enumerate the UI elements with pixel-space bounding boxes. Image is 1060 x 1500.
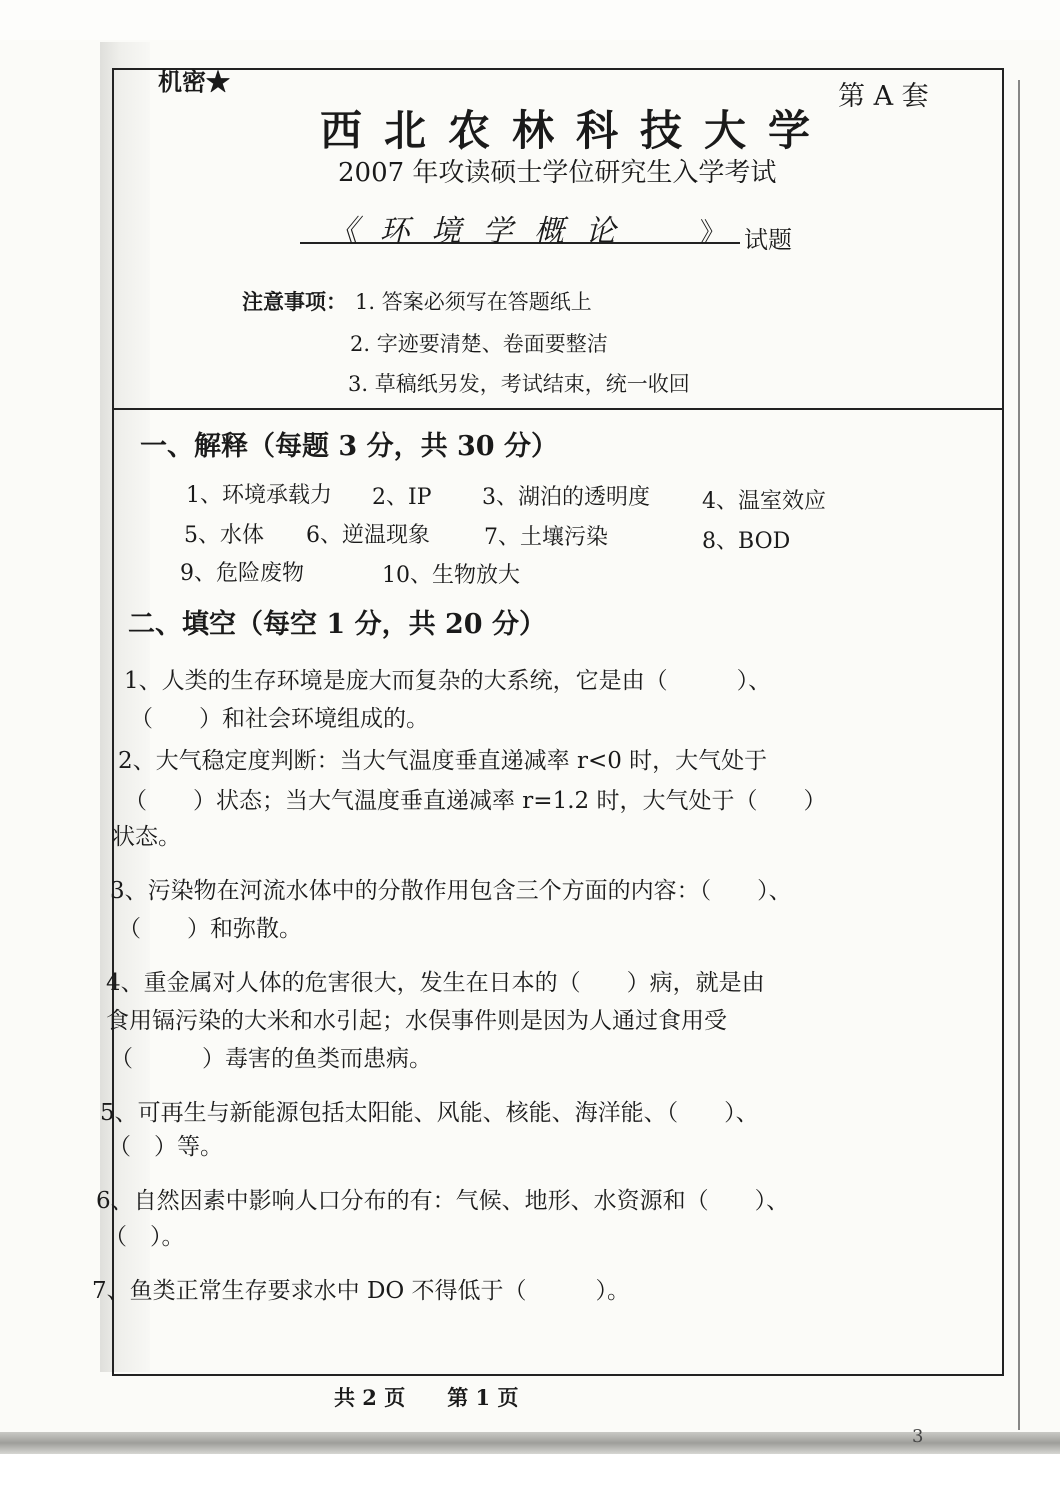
subject-title: 《 环 境 学 概 论 [328, 214, 622, 249]
notes-label: 注意事项： [242, 289, 347, 314]
term-item: 8、BOD [702, 529, 791, 554]
question-line: （ ）等。 [108, 1134, 223, 1160]
question-line: 1、人类的生存环境是庞大而复杂的大系统，它是由（ ）、 [124, 668, 772, 694]
term-item: 3、湖泊的透明度 [482, 485, 650, 510]
term-item: 7、土壤污染 [484, 525, 608, 550]
term-item: 10、生物放大 [382, 563, 520, 588]
scan-top-margin [0, 0, 1060, 40]
set-label: 第 A 套 [838, 81, 929, 112]
term-item: 1、环境承载力 [186, 483, 332, 508]
header-divider [114, 408, 1002, 410]
section-title: 一、解释（每题 3 分，共 30 分） [140, 431, 558, 462]
term-item: 9、危险废物 [180, 561, 304, 586]
next-page-edge [1018, 80, 1020, 1430]
university-title: 西北农林科技大学 [320, 106, 833, 155]
question-line: 4、重金属对人体的危害很大，发生在日本的（ ）病，就是由 [106, 970, 765, 996]
question-line: 食用镉污染的大米和水引起；水俣事件则是因为人通过食用受 [106, 1008, 727, 1034]
question-line: （ ）和社会环境组成的。 [130, 706, 429, 732]
question-line: 7、鱼类正常生存要求水中 DO 不得低于（ ）。 [92, 1278, 631, 1304]
question-line: （ ）。 [104, 1224, 185, 1250]
shiti-label: 试题 [744, 226, 792, 254]
term-item: 6、逆温现象 [306, 523, 430, 548]
below-scan [0, 1454, 1060, 1500]
question-line: （ ）和弥散。 [118, 916, 302, 942]
note-item: 3. 草稿纸另发，考试结束，统一收回 [348, 372, 690, 396]
question-line: （ ）毒害的鱼类而患病。 [110, 1046, 432, 1072]
question-line: 5、可再生与新能源包括太阳能、风能、核能、海洋能、（ ）、 [100, 1100, 759, 1126]
note-item: 1. 答案必须写在答题纸上 [355, 290, 592, 314]
question-line: 6、自然因素中影响人口分布的有：气候、地形、水资源和（ ）、 [96, 1188, 790, 1214]
question-line: （ ）状态；当大气温度垂直递减率 r=1.2 时，大气处于（ ） [124, 788, 827, 814]
note-item: 2. 字迹要清楚、卷面要整洁 [350, 332, 608, 356]
page-number-mark: 3 [912, 1426, 924, 1447]
term-item: 4、温室效应 [702, 489, 826, 514]
term-item: 5、水体 [184, 523, 264, 548]
question-line: 3、污染物在河流水体中的分散作用包含三个方面的内容：（ ）、 [110, 878, 792, 904]
question-line: 状态。 [112, 824, 181, 850]
question-line: 2、大气稳定度判断：当大气温度垂直递减率 r<0 时，大气处于 [118, 748, 768, 774]
exam-line: 2007 年攻读硕士学位研究生入学考试 [338, 158, 777, 188]
section-title: 二、填空（每空 1 分，共 20 分） [128, 609, 546, 640]
scan-shadow-bottom [0, 1432, 1060, 1454]
confidential-mark: 机密★ [158, 67, 230, 96]
page-footer: 共 2 页 第 1 页 [334, 1385, 519, 1410]
term-item: 2、IP [372, 485, 432, 510]
subject-close-bracket: 》 [700, 218, 727, 248]
